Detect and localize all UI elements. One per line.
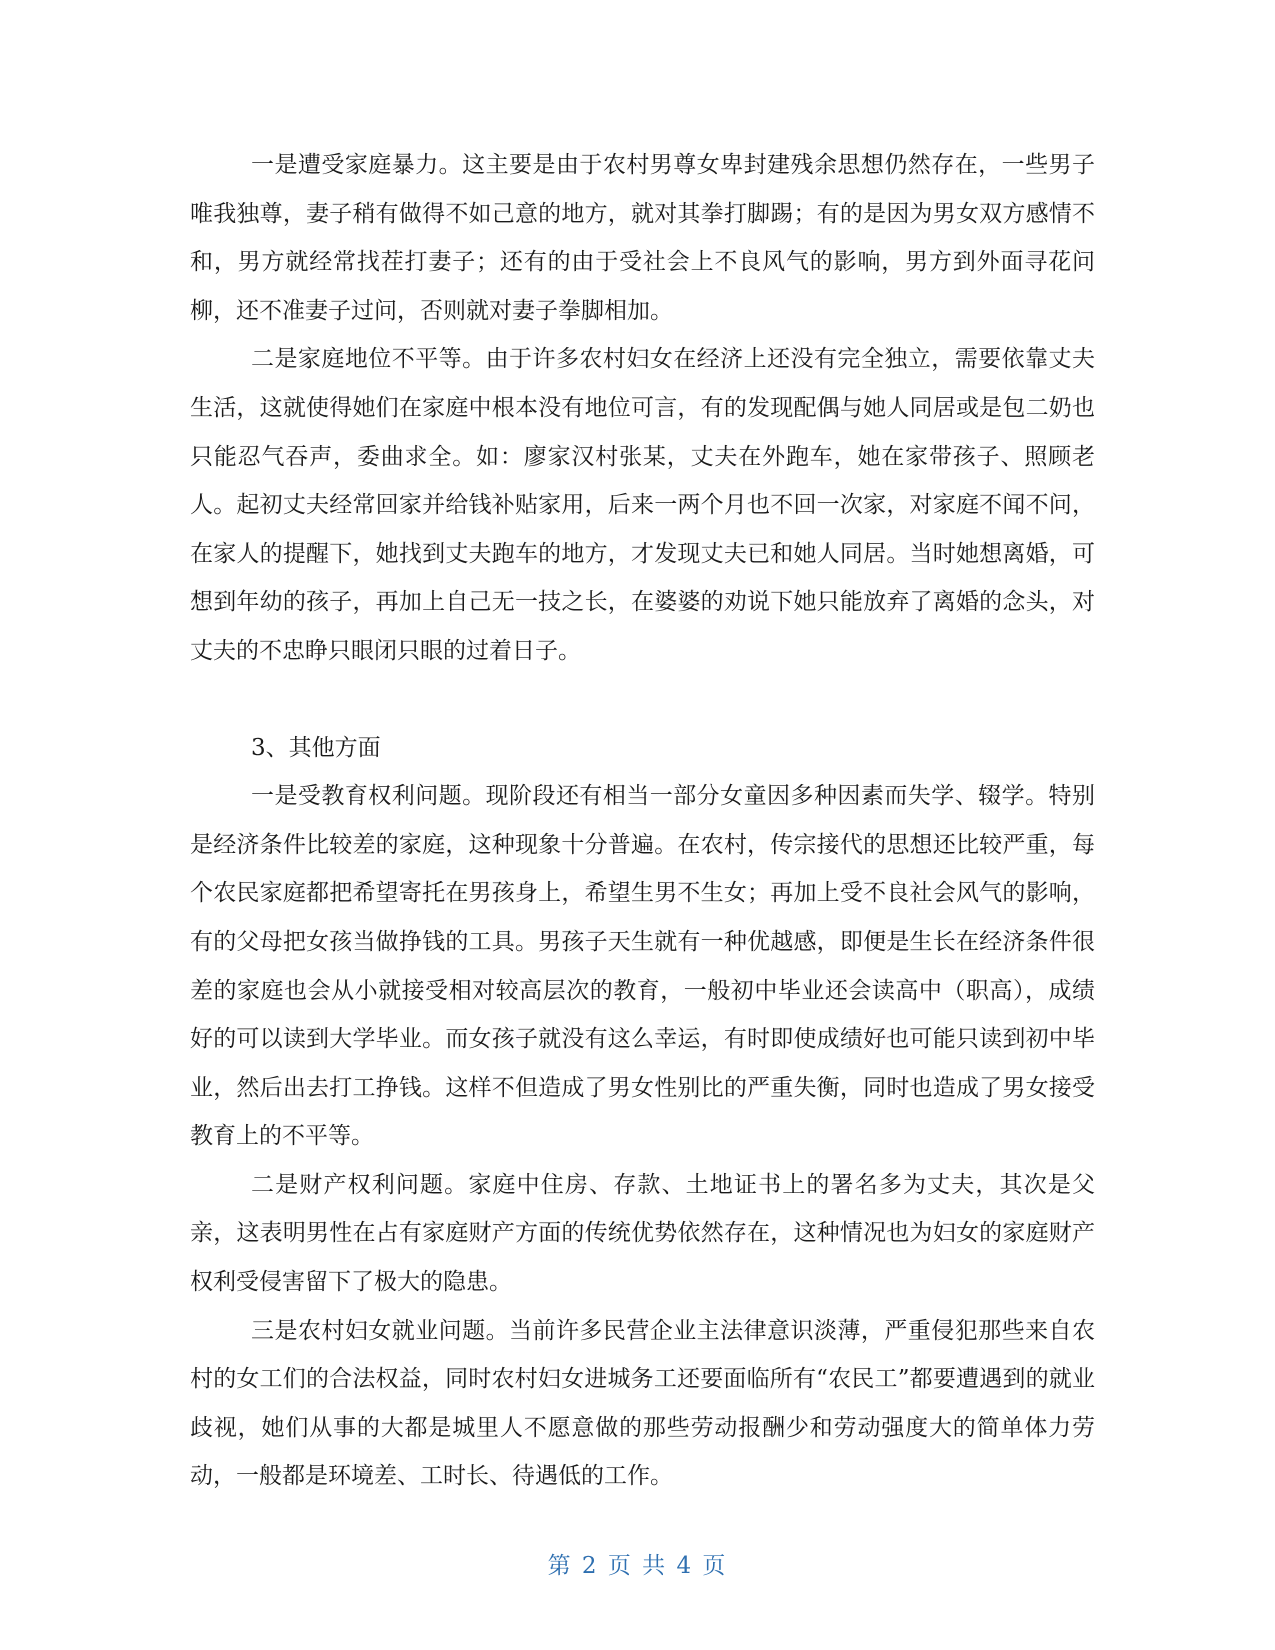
page-footer [0,1547,1275,1580]
footer-middle: 页 共 [607,1553,668,1579]
paragraph-domestic-violence: 一是遭受家庭暴力。这主要是由于农村男尊女卑封建残余思想仍然存在，一些男子唯我独尊，妻子稍有做得不如己意的地方，就对其拳打脚踢；有的是因为男女双方感情不和，男方就经常找茬打妻子；还有的由于受社会上不良风气的影响，男方到外面寻花问柳，还不准妻子过问，否则就对妻子拳脚相加。 [190,152,1095,324]
paragraph-property-rights: 二是财产权利问题。家庭中住房、存款、土地证书上的署名多为丈夫，其次是父亲，这表明男性在占有家庭财产方面的传统优势依然存在，这种情况也为妇女的家庭财产权利受侵害留下了极大的隐患。 [190,1171,1095,1296]
document-body [190,141,1095,1501]
footer-total-pages: 4 [676,1553,694,1579]
footer-suffix: 页 [702,1553,728,1579]
paragraph-employment: 三是农村妇女就业问题。当前许多民营企业主法律意识淡薄，严重侵犯那些来自农村的女工们的合法权益，同时农村妇女进城务工还要面临所有“农民工”都要遭遇到的就业歧视，她们从事的大都是城里人不愿意做的那些劳动报酬少和劳动强度大的简单体力劳动，一般都是环境差、工时长、待遇低的工作。 [190,1317,1095,1490]
paragraph-family-status: 二是家庭地位不平等。由于许多农村妇女在经济上还没有完全独立，需要依靠丈夫生活，这就使得她们在家庭中根本没有地位可言，有的发现配偶与她人同居或是包二奶也只能忍气吞声，委曲求全。如：廖家汉村张某，丈夫在外跑车，她在家带孩子、照顾老人。起初丈夫经常回家并给钱补贴家用，后来一两个月也不回一次家，对家庭不闻不问，在家人的提醒下，她找到丈夫跑车的地方，才发现丈夫已和她人同居。当时她想离婚，可想到年幼的孩子，再加上自己无一技之长，在婆婆的劝说下她只能放弃了离婚的念头，对丈夫的不忠睁只眼闭只眼的过着日子。 [190,346,1095,664]
section-block [190,724,1095,1502]
paragraph-education-rights: 一是受教育权利问题。现阶段还有相当一部分女童因多种因素而失学、辍学。特别是经济条件比较差的家庭，这种现象十分普遍。在农村，传宗接代的思想还比较严重，每个农民家庭都把希望寄托在男孩身上，希望生男不生女；再加上受不良社会风气的影响，有的父母把女孩当做挣钱的工具。男孩子天生就有一种优越感，即便是生长在经济条件很差的家庭也会从小就接受相对较高层次的教育，一般初中毕业还会读高中（职高），成绩好的可以读到大学毕业。而女孩子就没有这么幸运，有时即使成绩好也可能只读到初中毕业，然后出去打工挣钱。这样不但造成了男女性别比的严重失衡，同时也造成了男女接受教育上的不平等。 [190,783,1095,1150]
section-heading: 3、其他方面 [251,734,381,761]
footer-prefix: 第 [547,1553,573,1579]
footer-current-page: 2 [581,1553,599,1579]
